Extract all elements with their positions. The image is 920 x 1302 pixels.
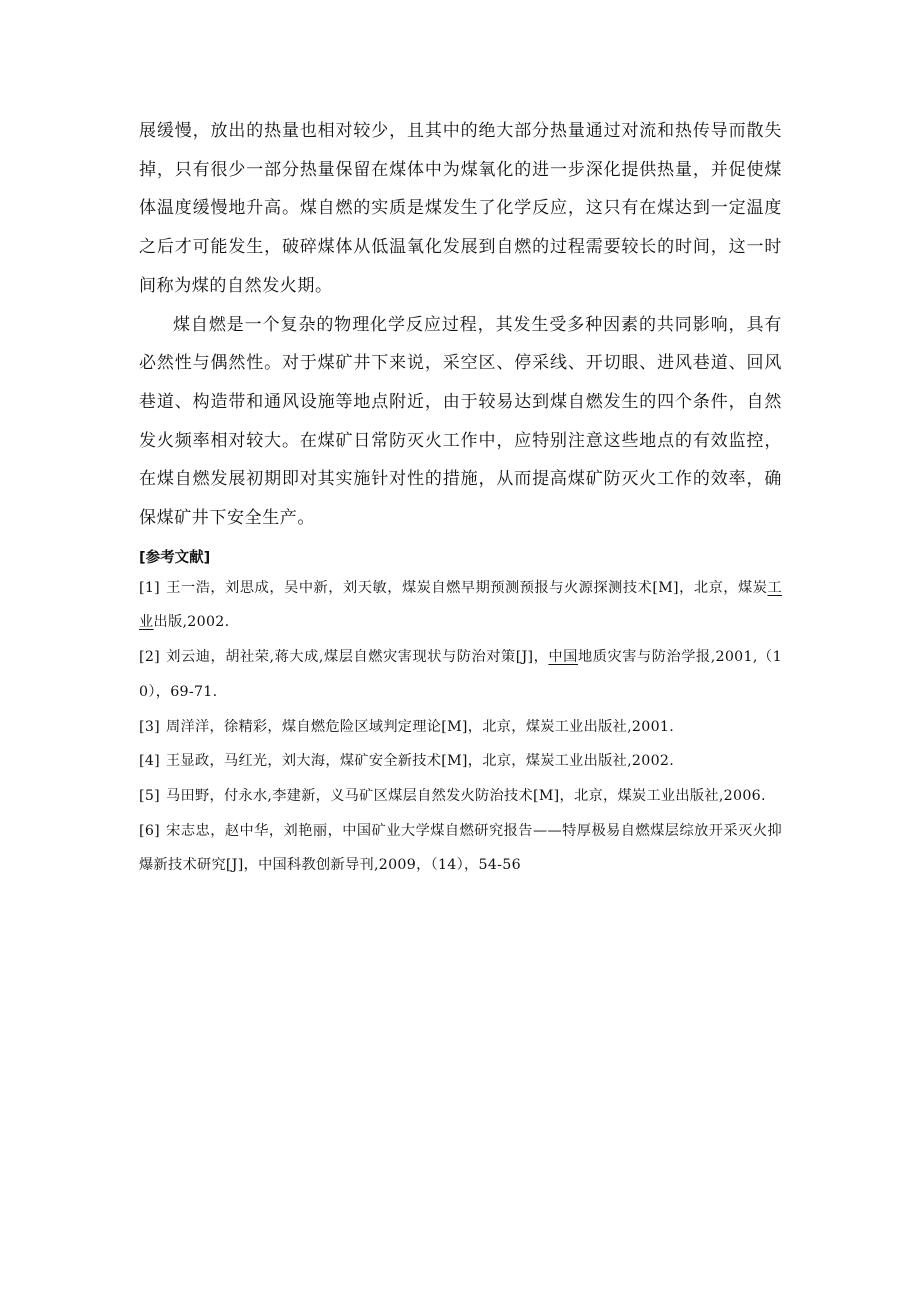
reference-number: [5] (139, 787, 160, 804)
reference-item (139, 640, 782, 709)
reference-text: 出版,2002. (153, 614, 230, 631)
body-paragraph: 展缓慢，放出的热量也相对较少，且其中的绝大部分热量通过对流和热传导而散失掉，只有很少一部分热量保留在煤体中为煤氧化的进一步深化提供热量，并促使煤体温度缓慢地升高。煤自燃的实质是煤发生了化学反应，这只有在煤达到一定温度之后才可能发生，破碎煤体从低温氧化发展到自燃的过程需要较长的时间，这一时间称为煤的自然发火期。 (139, 121, 782, 296)
reference-underlined-text: 工业 (139, 579, 782, 631)
reference-underlined-text: 中国 (548, 649, 578, 666)
reference-list (139, 571, 782, 883)
reference-text: 刘云迪，胡社荣,蒋大成,煤层自燃灾害现状与防治对策[J]， (166, 649, 549, 666)
reference-item (139, 571, 782, 640)
reference-text: 王显政，马红光，刘大海，煤矿安全新技术[M]，北京，煤炭工业出版社,2002. (166, 753, 675, 770)
reference-item (139, 814, 782, 883)
references-heading: [参考文献] (139, 549, 211, 566)
reference-number: [2] (139, 649, 160, 666)
reference-number: [6] (139, 822, 160, 839)
reference-item (139, 779, 782, 814)
document-page (139, 112, 782, 883)
reference-text: 地质灾害与防治学报,2001,（10），69-71. (139, 649, 782, 700)
reference-text: 宋志忠，赵中华，刘艳丽，中国矿业大学煤自燃研究报告——特厚极易自燃煤层综放开采灭火抑爆新技术研究[J]，中国科教创新导刊,2009，（14），54-56 (139, 822, 782, 874)
reference-item (139, 710, 782, 745)
reference-number: [1] (139, 579, 160, 596)
reference-text: 周洋洋，徐精彩，煤自燃危险区域判定理论[M]，北京，煤炭工业出版社,2001. (166, 718, 675, 735)
reference-item (139, 744, 782, 779)
reference-number: [3] (139, 718, 160, 735)
reference-text: 马田野，付永水,李建新，义马矿区煤层自然发火防治技术[M]，北京，煤炭工业出版社,2006. (166, 787, 766, 804)
reference-text: 王一浩，刘思成，吴中新，刘天敏，煤炭自燃早期预测预报与火源探测技术[M]，北京，煤炭 (166, 579, 768, 596)
body-paragraph: 煤自燃是一个复杂的物理化学反应过程，其发生受多种因素的共同影响，具有必然性与偶然性。对于煤矿井下来说，采空区、停采线、开切眼、进风巷道、回风巷道、构造带和通风设施等地点附近，由于较易达到煤自燃发生的四个条件，自然发火频率相对较大。在煤矿日常防灭火工作中，应特别注意这些地点的有效监控，在煤自燃发展初期即对其实施针对性的措施，从而提高煤矿防灭火工作的效率，确保煤矿井下安全生产。 (139, 314, 782, 529)
reference-number: [4] (139, 753, 160, 770)
